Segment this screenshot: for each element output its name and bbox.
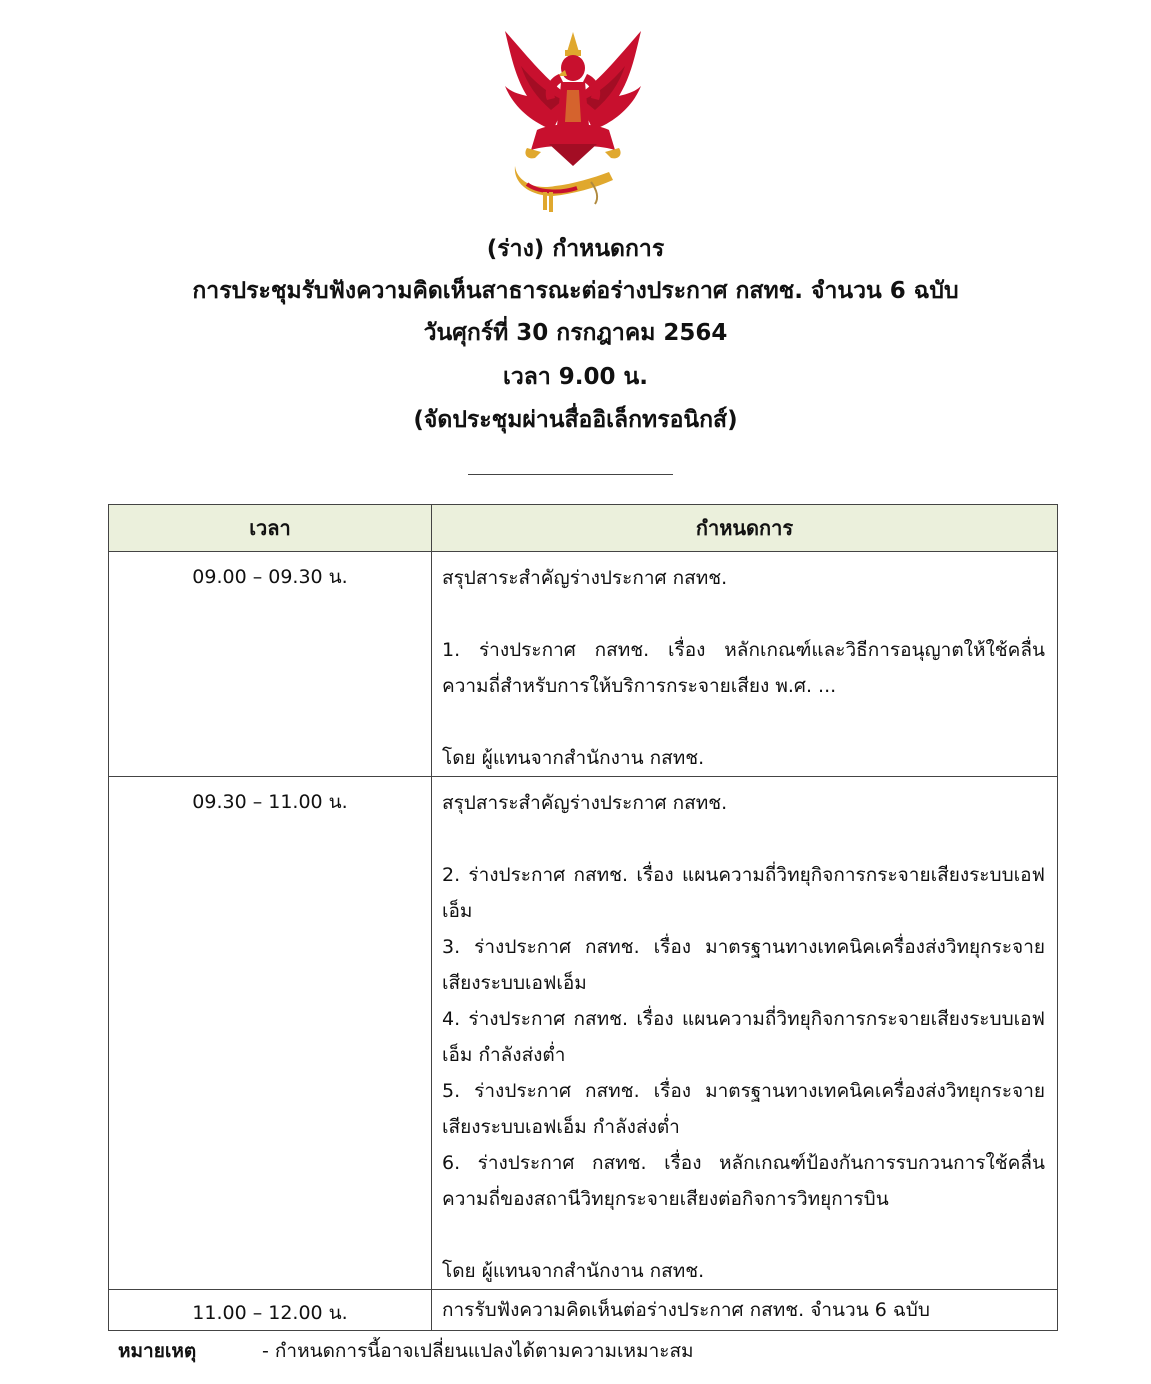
- agenda-presenter: โดย ผู้แทนจากสำนักงาน กสทช.: [442, 747, 705, 769]
- divider: [468, 474, 673, 475]
- agenda-item: 4. ร่างประกาศ กสทช. เรื่อง แผนความถี่วิทยุกิจการกระจายเสียงระบบเอฟเอ็ม กำลังส่งต่ำ: [442, 1008, 1045, 1066]
- agenda-item: 5. ร่างประกาศ กสทช. เรื่อง มาตรฐานทางเทคนิคเครื่องส่งวิทยุกระจายเสียงระบบเอฟเอ็ม กำลังส่งต่ำ: [442, 1080, 1045, 1138]
- meeting-date: วันศุกร์ที่ 30 กรกฎาคม 2564: [423, 320, 728, 346]
- time-cell: 09.00 – 09.30 น.: [109, 552, 432, 777]
- note-text: - กำหนดการนี้อาจเปลี่ยนแปลงได้ตามความเหมาะสม: [262, 1340, 694, 1362]
- agenda-table: [108, 504, 1058, 1331]
- meeting-title: การประชุมรับฟังความคิดเห็นสาธารณะต่อร่างประกาศ กสทช. จำนวน 6 ฉบับ: [192, 278, 959, 304]
- agenda-summary: สรุปสาระสำคัญร่างประกาศ กสทช.: [442, 567, 728, 589]
- time-cell: 09.30 – 11.00 น.: [109, 777, 432, 1290]
- agenda-cell: [432, 777, 1058, 1290]
- agenda-summary: สรุปสาระสำคัญร่างประกาศ กสทช.: [442, 792, 728, 814]
- column-header-agenda: กำหนดการ: [432, 505, 1058, 552]
- agenda-cell: [432, 552, 1058, 777]
- garuda-emblem-icon: [497, 26, 649, 216]
- time-cell: 11.00 – 12.00 น.: [109, 1290, 432, 1331]
- agenda-item: 1. ร่างประกาศ กสทช. เรื่อง หลักเกณฑ์และวิธีการอนุญาตให้ใช้คลื่นความถี่สำหรับการให้บริการกระจายเสียง พ.ศ. ...: [442, 639, 1045, 697]
- meeting-format: (จัดประชุมผ่านสื่ออิเล็กทรอนิกส์): [413, 407, 738, 433]
- table-row: [109, 777, 1058, 1290]
- agenda-item: 3. ร่างประกาศ กสทช. เรื่อง มาตรฐานทางเทคนิคเครื่องส่งวิทยุกระจายเสียงระบบเอฟเอ็ม: [442, 936, 1045, 994]
- table-row: [109, 552, 1058, 777]
- agenda-summary: การรับฟังความคิดเห็นต่อร่างประกาศ กสทช. จำนวน 6 ฉบับ: [442, 1299, 930, 1321]
- document-title: (ร่าง) กำหนดการ: [486, 236, 665, 262]
- note-label: หมายเหตุ: [118, 1340, 197, 1362]
- column-header-time: เวลา: [109, 505, 432, 552]
- agenda-item: 6. ร่างประกาศ กสทช. เรื่อง หลักเกณฑ์ป้องกันการรบกวนการใช้คลื่นความถี่ของสถานีวิทยุกระจายเสียงต่อกิจการวิทยุการบิน: [442, 1152, 1045, 1210]
- agenda-cell: [432, 1290, 1058, 1331]
- agenda-item: 2. ร่างประกาศ กสทช. เรื่อง แผนความถี่วิทยุกิจการกระจายเสียงระบบเอฟเอ็ม: [442, 864, 1045, 922]
- meeting-time: เวลา 9.00 น.: [502, 364, 648, 390]
- agenda-presenter: โดย ผู้แทนจากสำนักงาน กสทช.: [442, 1260, 705, 1282]
- table-row: [109, 1290, 1058, 1331]
- table-header-row: [109, 505, 1058, 552]
